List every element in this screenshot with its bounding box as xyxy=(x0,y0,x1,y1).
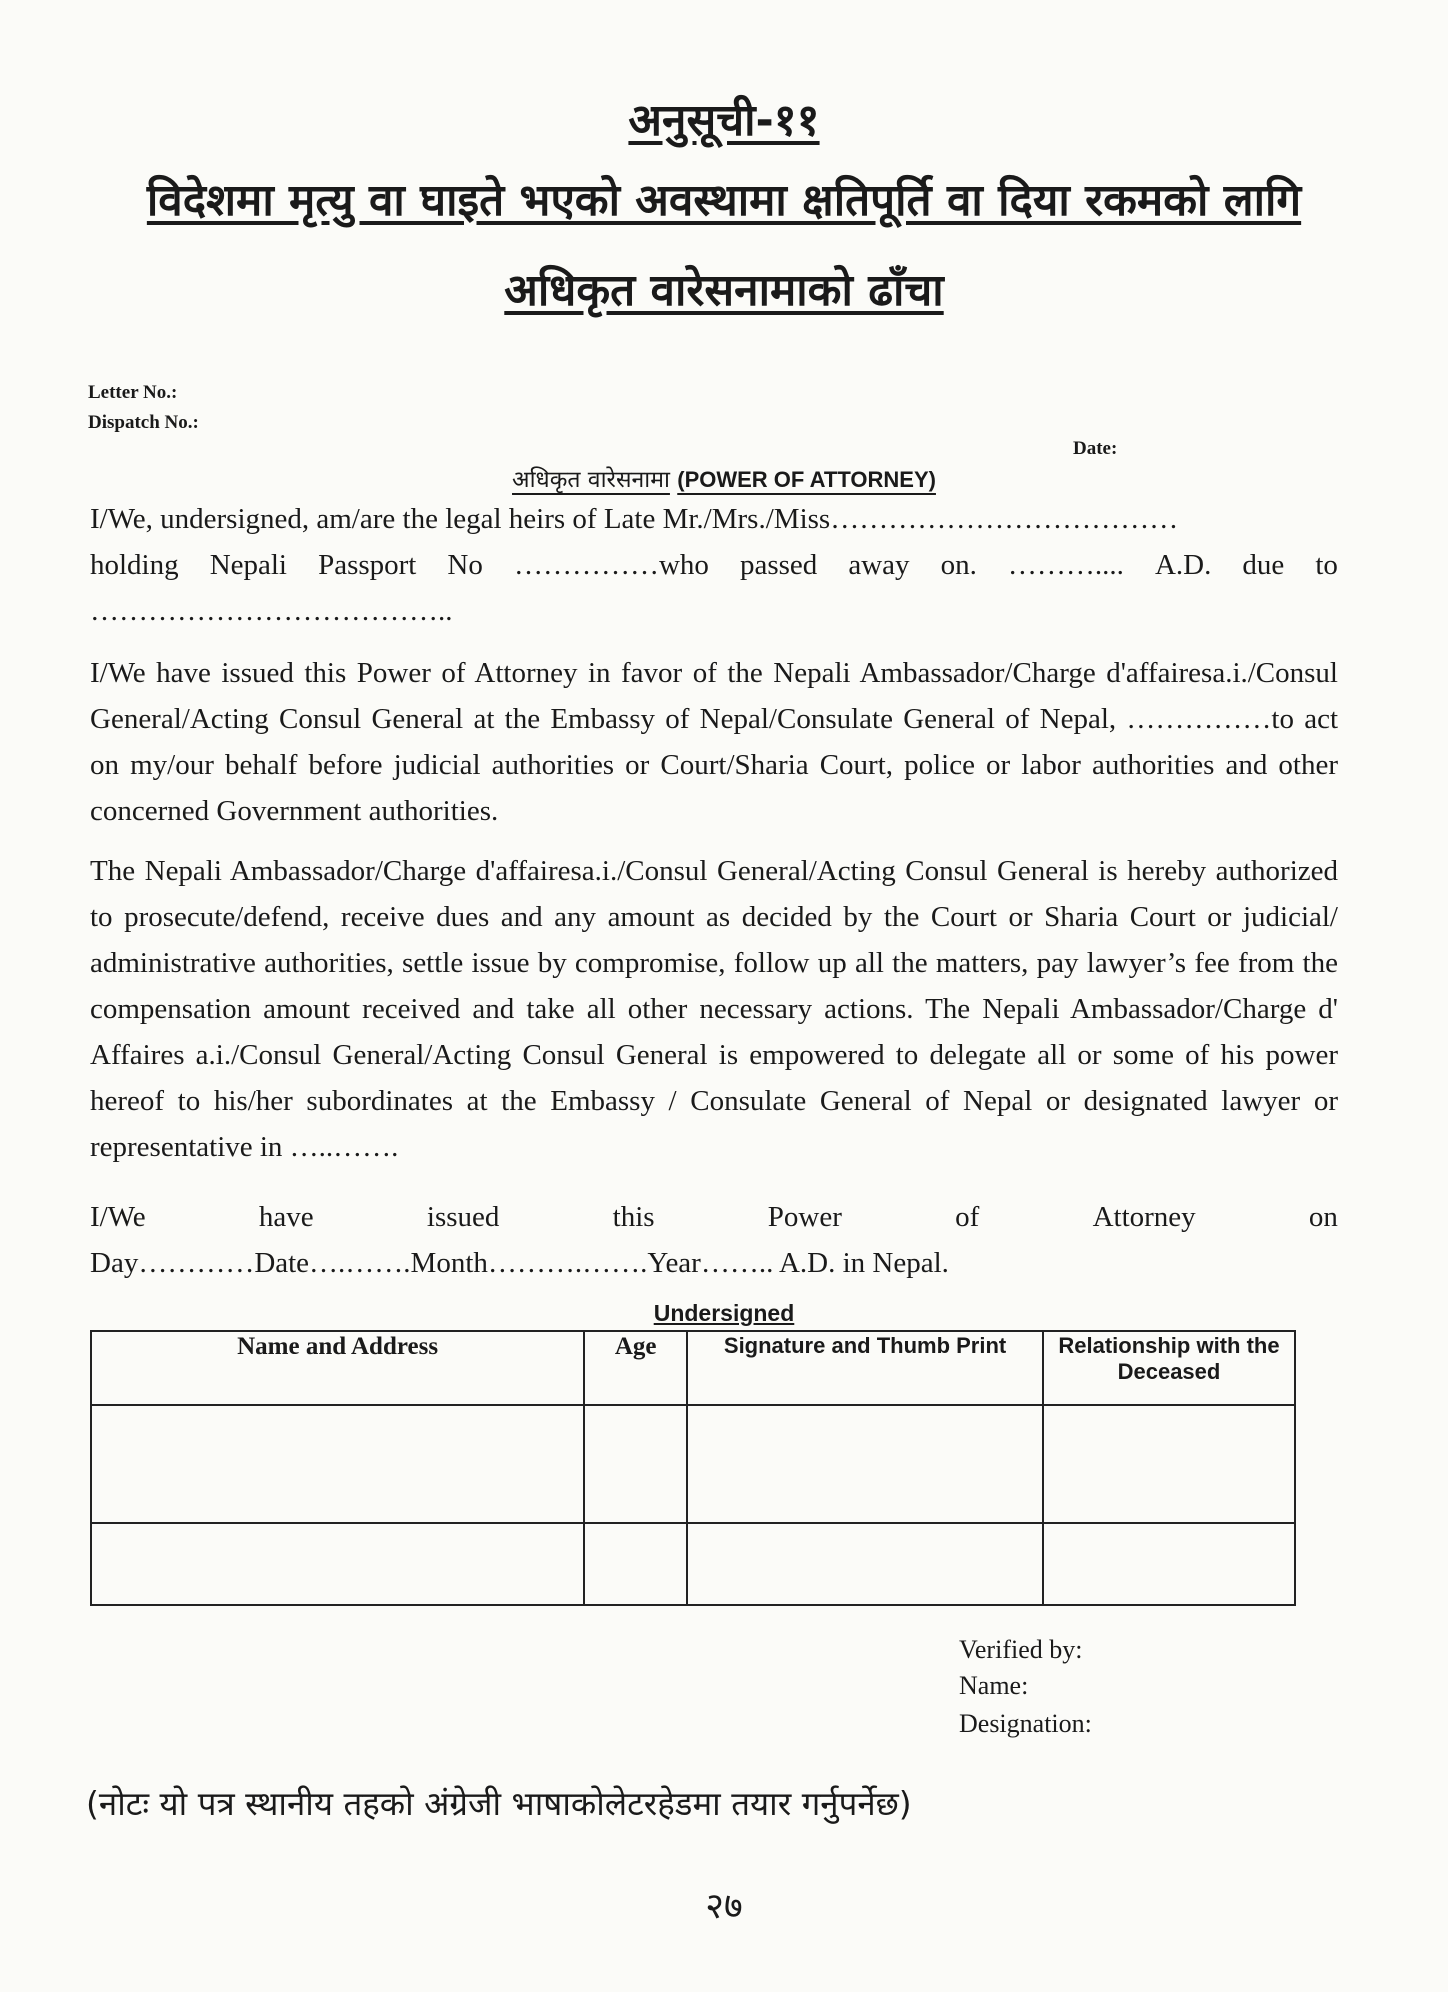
cell-age[interactable] xyxy=(584,1405,687,1523)
word: on. xyxy=(940,549,977,581)
word: of xyxy=(955,1201,980,1233)
heirs-line-2 xyxy=(90,542,1338,588)
header-age: Age xyxy=(584,1331,687,1405)
cell-age[interactable] xyxy=(584,1523,687,1605)
paragraph-issued-in-favor: I/We have issued this Power of Attorney in favor of the Nepali Ambassador/Charge d'affairesa.i./Consul General/Acting Consul General at the Embassy of Nepal/Consulate General of Nepal, ……………to act on my/our behalf before judicial authorities or Court/Sharia Court, police or labor authorities and other concerned Government authorities. xyxy=(90,657,1338,827)
cell-signature[interactable] xyxy=(687,1523,1043,1605)
paragraph-authorization: The Nepali Ambassador/Charge d'affairesa.i./Consul General/Acting Consul General is hereby authorized to prosecute/defend, receive dues and any amount as decided by the Court or Sharia Court or judicial/ administrative authorities, settle issue by compromise, follow up all the matters, pay lawyer’s fee from the compensation amount received and take all other necessary actions. The Nepali Ambassador/Charge d' Affaires a.i./Consul General/Acting Consul General is empowered to delegate all or some of his power hereof to his/her subordinates at the Embassy / Consulate General of Nepal or designated lawyer or representative in …..……. xyxy=(90,855,1338,1163)
word: A.D. xyxy=(1154,549,1212,581)
paragraph-issued-on xyxy=(90,1194,1338,1286)
word: Attorney xyxy=(1092,1201,1196,1233)
word: holding xyxy=(90,549,179,581)
issued-on-line-2: Day…………Date….…….Month……….…….Year…….. A.D. in Nepal. xyxy=(90,1247,949,1279)
word: Passport xyxy=(318,549,417,581)
word: away xyxy=(848,549,910,581)
letter-no-label: Letter No.: xyxy=(88,382,178,403)
issued-on-line-1 xyxy=(90,1194,1338,1240)
title-line-2: अधिकृत वारेसनामाको ढाँचा xyxy=(504,265,944,316)
word: this xyxy=(612,1201,655,1233)
signatories-table xyxy=(90,1330,1296,1606)
word: issued xyxy=(426,1201,500,1233)
poa-heading xyxy=(0,462,1448,494)
word: ……….... xyxy=(1007,549,1124,581)
word: have xyxy=(258,1201,314,1233)
heirs-line-1: I/We, undersigned, am/are the legal heirs of Late Mr./Mrs./Miss……………………………… xyxy=(90,503,1179,535)
cell-name-address[interactable] xyxy=(91,1405,584,1523)
verifier-name-label: Name: xyxy=(959,1671,1029,1700)
table-header-row xyxy=(91,1331,1295,1405)
word: ……………who xyxy=(513,549,709,581)
word: I/We xyxy=(90,1201,146,1233)
cell-relationship[interactable] xyxy=(1043,1523,1295,1605)
word: passed xyxy=(739,549,818,581)
heirs-line-3: ……………………………….. xyxy=(90,595,453,627)
schedule-heading: अनुसूची-११ xyxy=(628,95,820,146)
verifier-designation-label: Designation: xyxy=(959,1709,1092,1738)
note-text: (नोटः यो पत्र स्थानीय तहको अंग्रेजी भाषाकोलेटरहेडमा तयार गर्नुपर्नेछ) xyxy=(86,1784,912,1823)
poa-heading-nepali: अधिकृत वारेसनामा xyxy=(512,467,670,493)
word: due xyxy=(1242,549,1285,581)
word: to xyxy=(1315,549,1338,581)
word: Nepali xyxy=(209,549,287,581)
word: No xyxy=(447,549,483,581)
cell-name-address[interactable] xyxy=(91,1523,584,1605)
table-row xyxy=(91,1523,1295,1605)
date-label: Date: xyxy=(1073,438,1118,459)
word: on xyxy=(1308,1201,1338,1233)
header-relationship: Relationship with the Deceased xyxy=(1043,1331,1295,1405)
page-number: २७ xyxy=(705,1886,743,1927)
poa-heading-english: (POWER OF ATTORNEY) xyxy=(677,467,936,492)
undersigned-caption: Undersigned xyxy=(653,1300,795,1326)
paragraph-heirs xyxy=(90,496,1338,634)
word: Power xyxy=(767,1201,842,1233)
verified-by-label: Verified by: xyxy=(959,1635,1083,1664)
header-name-address: Name and Address xyxy=(91,1331,584,1405)
table-row xyxy=(91,1405,1295,1523)
dispatch-no-label: Dispatch No.: xyxy=(88,412,199,433)
title-line-1: विदेशमा मृत्यु वा घाइते भएको अवस्थामा क्षतिपूर्ति वा दिया रकमको लागि xyxy=(146,175,1302,226)
cell-signature[interactable] xyxy=(687,1405,1043,1523)
cell-relationship[interactable] xyxy=(1043,1405,1295,1523)
header-signature: Signature and Thumb Print xyxy=(687,1331,1043,1405)
